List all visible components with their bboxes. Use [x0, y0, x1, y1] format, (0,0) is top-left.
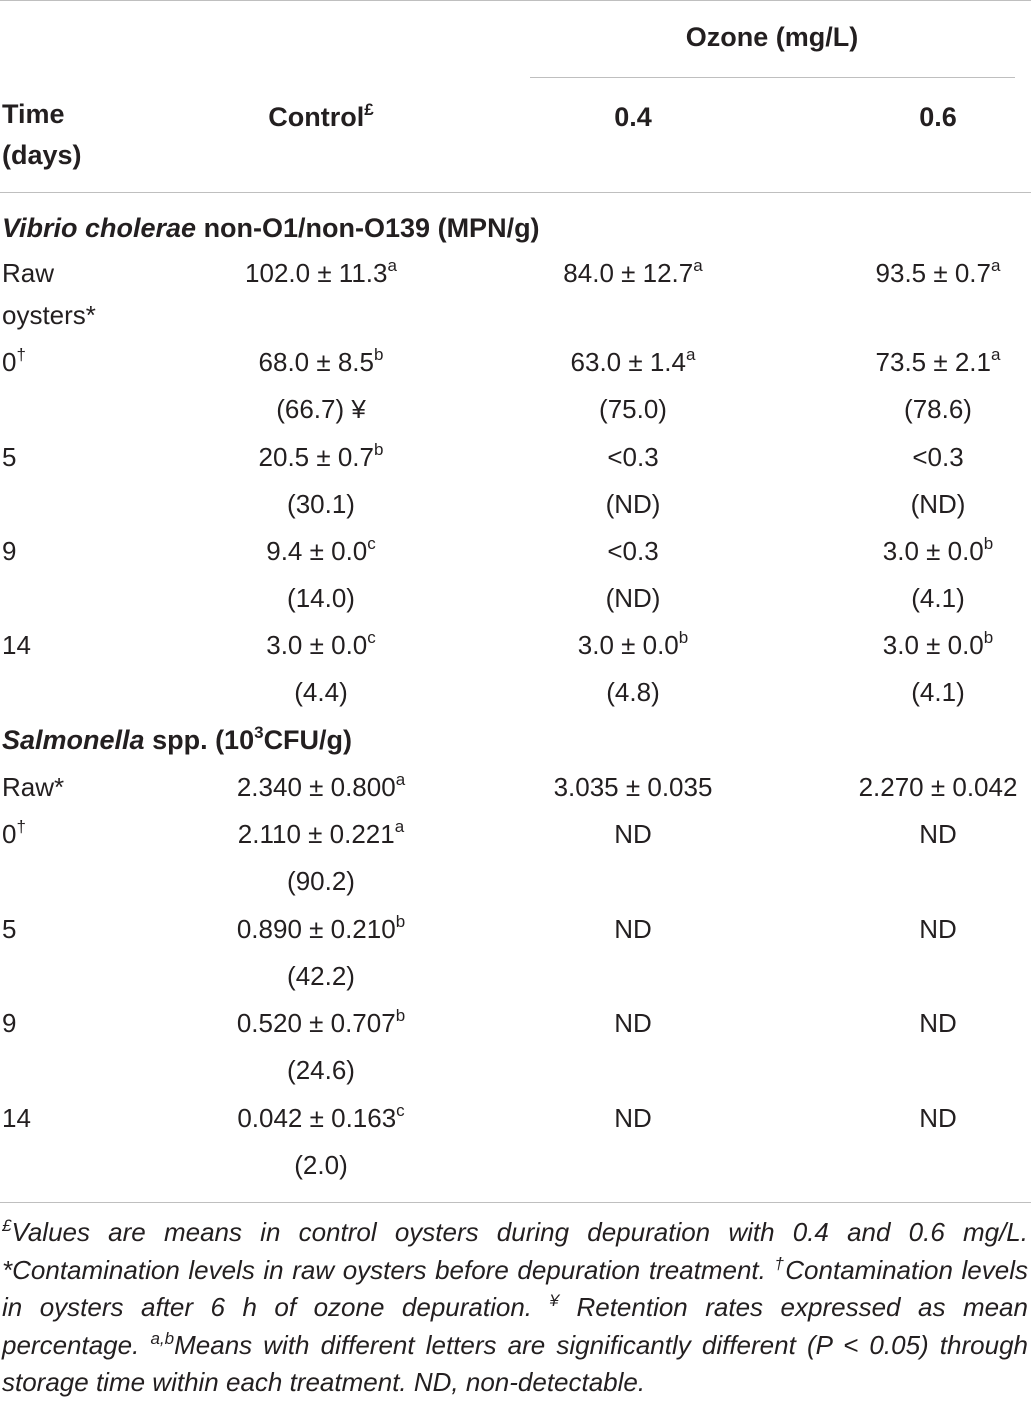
ozone-04-value: ND [614, 1008, 652, 1038]
ozone-group-rule [530, 77, 1015, 78]
control-column-header: Control£ [268, 100, 374, 132]
ozone-04-retention: (4.8) [606, 677, 660, 707]
ozone-06-value: ND [919, 819, 957, 849]
ozone-04-value: 84.0 ± 12.7$^a$ [563, 256, 703, 288]
time-cell: 9 [2, 536, 17, 566]
ozone-04-retention: (ND) [605, 583, 661, 613]
control-retention: (14.0) [287, 583, 355, 613]
control-value: 3.0 ± 0.0$^c$ [266, 628, 376, 660]
control-value: 20.5 ± 0.7$^b$ [258, 440, 384, 472]
section-title-vibrio: Vibrio cholerae non-O1/non-O139 (MPN/g) [2, 213, 540, 243]
control-retention: (24.6) [287, 1055, 355, 1085]
ozone-06-value: 73.5 ± 2.1$^a$ [875, 345, 1001, 377]
time-cell: 5 [2, 442, 17, 472]
ozone-06-retention: (ND) [910, 489, 966, 519]
time-column-header: Time (days) [2, 99, 82, 170]
control-value: 102.0 ± 11.3$^a$ [245, 256, 397, 288]
time-cell: 0† [2, 817, 26, 849]
ozone-06-value: 3.0 ± 0.0$^b$ [882, 628, 994, 660]
control-value: 0.520 ± 0.707$^b$ [236, 1006, 406, 1038]
control-retention: (30.1) [287, 489, 355, 519]
time-cell: 14 [2, 1103, 31, 1133]
section-title-salmonella: Salmonella spp. $(10^3CFU/g)$ [2, 723, 353, 755]
control-value: 9.4 ± 0.0$^c$ [266, 534, 376, 566]
ozone-04-value: 3.035 ± 0.035 [553, 772, 713, 802]
ozone-04-value: <0.3 [607, 536, 659, 566]
pound-mark: £ [364, 100, 374, 119]
control-retention: (90.2) [287, 866, 355, 896]
control-retention: (66.7) ¥ [276, 394, 366, 424]
ozone-06-value: ND [919, 1103, 957, 1133]
ozone-group-header: Ozone (mg/L) [685, 22, 859, 52]
ozone-04-value: ND [614, 914, 652, 944]
time-cell-line2: oysters* [2, 300, 96, 330]
footer-rule [0, 1202, 1031, 1203]
control-value: 0.890 ± 0.210$^b$ [236, 912, 406, 944]
header-bottom-rule [0, 192, 1031, 193]
control-retention: (2.0) [294, 1150, 348, 1180]
time-cell: Raw [2, 258, 55, 288]
time-cell: 5 [2, 914, 17, 944]
control-retention: (42.2) [287, 961, 355, 991]
ozone-04-value: <0.3 [607, 442, 659, 472]
ozone-04-value: ND [614, 1103, 652, 1133]
ozone-06-value: 3.0 ± 0.0$^b$ [882, 534, 994, 566]
ozone-06-value: ND [919, 1008, 957, 1038]
ozone-06-column-header: 0.6 [919, 102, 957, 132]
top-rule [0, 0, 1031, 1]
time-cell: 9 [2, 1008, 17, 1038]
ozone-06-retention: (4.1) [911, 583, 965, 613]
ozone-06-value: 93.5 ± 0.7$^a$ [875, 256, 1001, 288]
control-value: 2.340 ± 0.800$^a$ [236, 770, 406, 802]
ozone-06-value: 2.270 ± 0.042 [858, 772, 1018, 802]
ozone-04-retention: (ND) [605, 489, 661, 519]
ozone-06-value: ND [919, 914, 957, 944]
ozone-04-value: 3.0 ± 0.0$^b$ [577, 628, 689, 660]
table-footnote: £Values are means in control oysters during depuration with 0.4 and 0.6 mg/L. *Contamination levels in raw oysters before depuration treatment. †Contamination levels in oysters after 6 h of ozone depuration. ¥ Retention rates expressed as mean percentage. $^{a,b}$Means with different letters are significantly different (P < 0.05) through storage time within each treatment. ND, non-detectable. [2, 1216, 1028, 1397]
time-cell: 14 [2, 630, 31, 660]
time-cell: Raw* [2, 772, 65, 802]
ozone-06-value: <0.3 [912, 442, 964, 472]
time-cell: 0† [2, 345, 26, 377]
ozone-04-retention: (75.0) [599, 394, 667, 424]
ozone-04-column-header: 0.4 [614, 102, 652, 132]
ozone-04-value: ND [614, 819, 652, 849]
ozone-06-retention: (78.6) [904, 394, 972, 424]
control-retention: (4.4) [294, 677, 348, 707]
control-value: 0.042 ± 0.163$^c$ [237, 1101, 405, 1133]
control-value: 68.0 ± 8.5$^b$ [258, 345, 384, 377]
ozone-06-retention: (4.1) [911, 677, 965, 707]
control-value: 2.110 ± 0.221$^a$ [237, 817, 405, 849]
ozone-04-value: 63.0 ± 1.4$^a$ [570, 345, 696, 377]
